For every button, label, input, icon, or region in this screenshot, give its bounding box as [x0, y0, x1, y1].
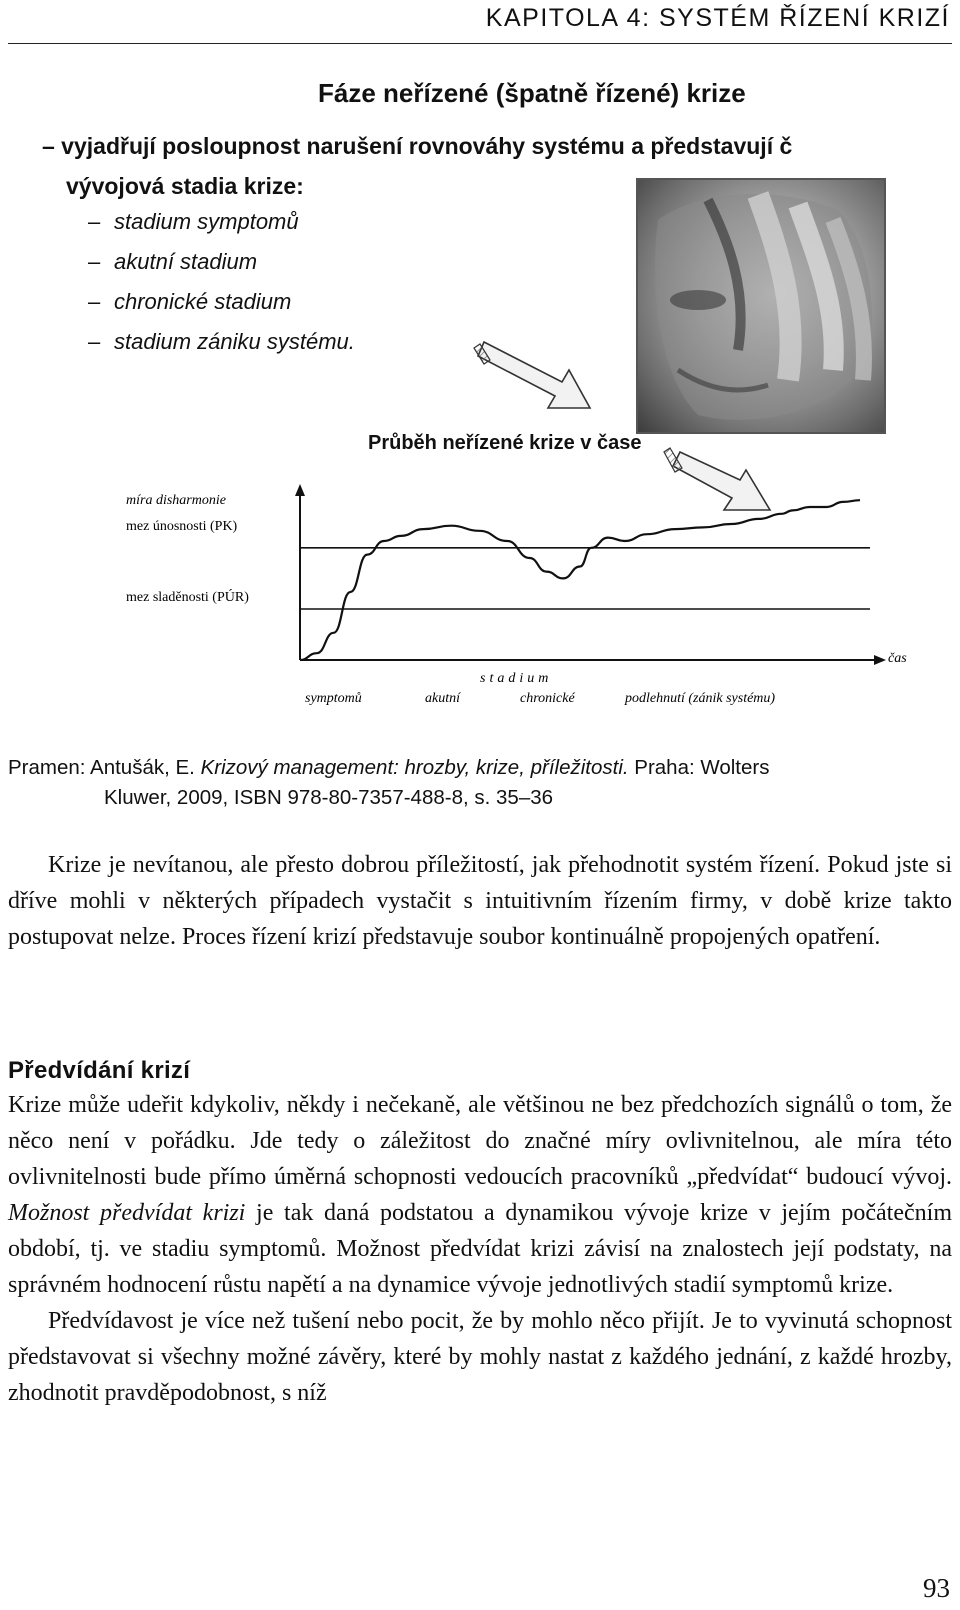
- paragraph: [8, 1087, 952, 1411]
- stage-item: – stadium zániku systému.: [88, 329, 355, 354]
- x-stage-label: podlehnutí (zánik systému): [625, 691, 776, 706]
- stage-item: – stadium symptomů: [88, 209, 299, 234]
- source-line2: Kluwer, 2009, ISBN 978-80-7357-488-8, s. 35–36: [104, 786, 554, 809]
- y-axis-arrowhead: [295, 484, 305, 496]
- page-number: 93: [923, 1573, 950, 1603]
- running-header: KAPITOLA 4: SYSTÉM ŘÍZENÍ KRIZÍ: [485, 4, 950, 32]
- chart-title: Průběh neřízené krize v čase: [368, 432, 642, 454]
- x-axis-arrowhead: [874, 655, 886, 665]
- x-stage-label: chronické: [520, 691, 575, 706]
- header-rule: [8, 43, 952, 44]
- slide-intro-line2: vývojová stadia krize:: [66, 173, 304, 199]
- stage-item: – chronické stadium: [88, 289, 292, 314]
- x-stage-label: akutní: [425, 691, 460, 706]
- stage-list: [88, 202, 355, 362]
- y-level-label: míra disharmonie: [126, 493, 226, 509]
- crisis-chart: [120, 470, 910, 715]
- y-level-label: mez sladěnosti (PÚR): [126, 590, 249, 605]
- slide-title: Fáze neřízené (špatně řízené) krize: [318, 78, 746, 108]
- paragraph: Krize je nevítanou, ale přesto dobrou příležitostí, jak přehodnotit systém řízení. Pokud jste si dříve mohli v některých případech vystačit s intuitivním řízením firmy, v době krize takto postupovat nelze. Proces řízení krizí představuje soubor kontinuálně propojených opatření.: [8, 852, 952, 950]
- source-title: Krizový management: hrozby, krize, příležitosti.: [200, 756, 629, 779]
- emphasis: Možnost předvídat krizi: [8, 1200, 246, 1226]
- source-citation: [8, 753, 953, 813]
- paragraph-2: Předvídavost je více než tušení nebo pocit, že by mohlo něco přijít. Je to vyvinutá schopnost představovat si všechny možné závěry, které by mohly nastat z každého jednání, z každé hrozby, zhodnotit pravděpodobnost, s níž: [8, 1308, 952, 1406]
- y-level-label: mez únosnosti (PK): [126, 518, 238, 534]
- series-line: [300, 500, 860, 660]
- chart-level-labels: [126, 493, 249, 605]
- chart-axes: [295, 484, 907, 666]
- arrow-to-photo: [474, 342, 590, 408]
- x-group-label: stadium: [480, 671, 553, 686]
- stage-item: – akutní stadium: [88, 249, 258, 274]
- source-prefix: Pramen: Antušák, E.: [8, 756, 201, 779]
- chart-series: [300, 500, 860, 660]
- x-stage-label: symptomů: [305, 691, 362, 706]
- source-rest: Praha: Wolters: [628, 756, 770, 779]
- chart-x-labels: [305, 671, 775, 706]
- x-axis-label: čas: [888, 651, 907, 666]
- slide-intro-line1: – vyjadřují posloupnost narušení rovnováhy systému a představují č: [42, 133, 793, 159]
- paragraph-1: Krize může udeřit kdykoliv, někdy i nečekaně, ale většinou ne bez předchozích signálů o tom, že něco není v pořádku. Jde tedy o záležitost do značné míry ovlivnitelnou, ale míra této ovlivnitelnosti bude přímo úměrná schopnosti vedoucích pracovníků „předvídat“ budoucí vývoj. Možnost předvídat krizi je tak daná podstatou a dynamikou vývoje krize v jejím počátečním období, tj. ve stadiu symptomů. Možnost předvídat krizi závisí na znalostech její podstaty, na správném hodnocení růstu napětí a na dynamice vývoje jednotlivých stadií symptomů krize.: [8, 1092, 952, 1298]
- section-heading: Předvídání krizí: [8, 1057, 191, 1084]
